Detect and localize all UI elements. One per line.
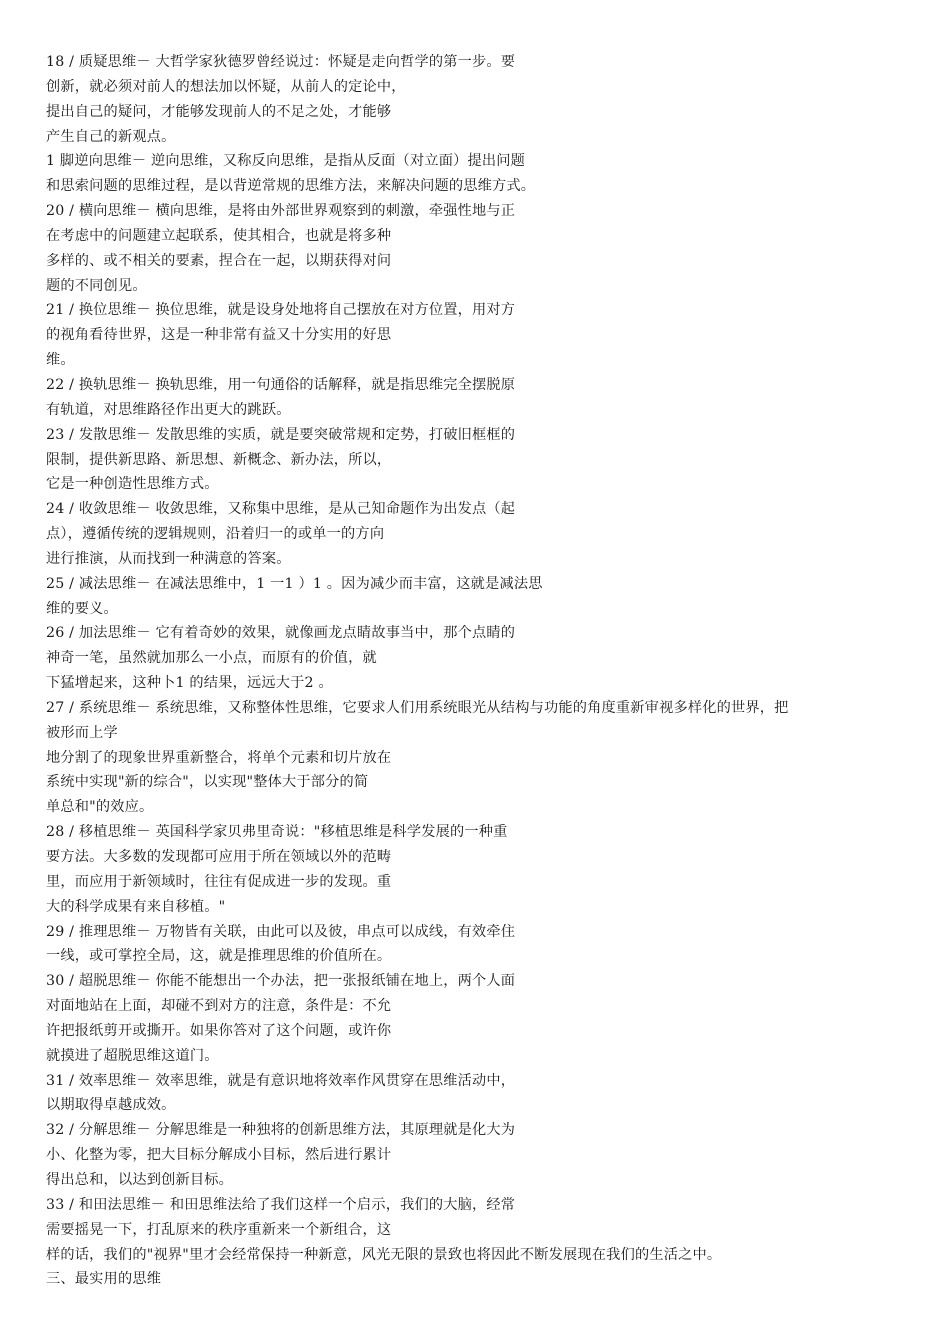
- text-line: 它是一种创造性思维方式。: [46, 476, 219, 493]
- text-line: 22 / 换轨思维－ 换轨思维，用一句通俗的话解释，就是指思维完全摆脱原: [46, 376, 516, 393]
- text-line: 许把报纸剪开或撕开。如果你答对了这个问题，或许你: [46, 1022, 392, 1039]
- text-line: 30 / 超脱思维－ 你能不能想出一个办法，把一张报纸铺在地上，两个人面: [46, 973, 516, 990]
- text-line: 点），遵循传统的逻辑规则，沿着归一的或单一的方向: [46, 526, 385, 543]
- text-line: 29 / 推理思维－ 万物皆有关联，由此可以及彼，串点可以成线，有效牵住: [46, 923, 516, 940]
- text-line: 24 / 收敛思维－ 收敛思维，又称集中思维，是从己知命题作为出发点（起: [46, 501, 516, 518]
- text-line: 系统中实现"新的综合"，以实现"整体大于部分的简: [46, 774, 369, 791]
- text-line: 下猛增起来，这种卜1 的结果，远远大于2 。: [46, 675, 333, 692]
- document-body: [46, 50, 926, 1292]
- text-line: 就摸进了超脱思维这道门。: [46, 1047, 219, 1064]
- text-line: 和思索问题的思维过程，是以背逆常规的思维方法，来解决问题的思维方式。: [46, 178, 536, 195]
- text-line: 题的不同创见。: [46, 277, 147, 294]
- text-line: 被形而上学: [46, 724, 118, 741]
- text-line: 以期取得卓越成效。: [46, 1097, 176, 1114]
- text-line: 地分割了的现象世界重新整合，将单个元素和切片放在: [46, 749, 392, 766]
- text-line: 在考虑中的问题建立起联系，使其相合，也就是将多种: [46, 227, 392, 244]
- text-line: 产生自己的新观点。: [46, 128, 176, 145]
- text-line: 21 / 换位思维－ 换位思维，就是设身处地将自己摆放在对方位置，用对方: [46, 302, 516, 319]
- text-line: 一线，或可掌控全局，这，就是推理思维的价值所在。: [46, 948, 392, 965]
- text-line: 样的话，我们的"视界"里才会经常保持一种新意，风光无限的景致也将因此不断发展现在我们的生活之中。: [46, 1246, 722, 1263]
- text-line: 26 / 加法思维－ 它有着奇妙的效果，就像画龙点睛故事当中，那个点睛的: [46, 625, 516, 642]
- text-line: 需要摇晃一下，打乱原来的秩序重新来一个新组合，这: [46, 1221, 392, 1238]
- text-line: 得出总和，以达到创新目标。: [46, 1171, 234, 1188]
- text-line: 有轨道，对思维路径作出更大的跳跃。: [46, 401, 291, 418]
- text-line: 进行推演，从而找到一种满意的答案。: [46, 550, 291, 567]
- text-line: 创新，就必须对前人的想法加以怀疑，从前人的定论中，: [46, 78, 406, 95]
- text-line: 要方法。大多数的发现都可应用于所在领域以外的范畴: [46, 849, 392, 865]
- text-line: 23 / 发散思维－ 发散思维的实质，就是要突破常规和定势，打破旧框框的: [46, 426, 516, 443]
- text-line: 维。: [46, 352, 75, 369]
- text-line: 32 / 分解思维－ 分解思维是一种独将的创新思维方法，其原理就是化大为: [46, 1122, 516, 1139]
- text-line: 维的要义。: [46, 600, 118, 617]
- text-line: 31 / 效率思维－ 效率思维，就是有意识地将效率作风贯穿在思维活动中，: [46, 1072, 516, 1089]
- text-line: 1 脚逆向思维－ 逆向思维，又称反向思维，是指从反面（对立面）提出问题: [46, 153, 526, 170]
- text-line: 限制，提供新思路、新思想、新概念、新办法，所以，: [46, 451, 392, 468]
- text-line: 提出自己的疑问，才能够发现前人的不足之处，才能够: [46, 103, 392, 120]
- text-line: 单总和"的效应。: [46, 799, 154, 816]
- text-line: 里，而应用于新领域时，往往有促成进一步的发现。重: [46, 873, 392, 890]
- text-line: 多样的、或不相关的要素，捏合在一起，以期获得对问: [46, 252, 392, 269]
- text-line: 28 / 移植思维－ 英国科学家贝弗里奇说："移植思维是科学发展的一种重: [46, 824, 508, 841]
- text-line: 小、化整为零，把大目标分解成小目标，然后进行累计: [46, 1147, 392, 1164]
- text-line: 18 / 质疑思维－ 大哲学家狄德罗曾经说过：怀疑是走向哲学的第一步。要: [46, 54, 516, 70]
- text-line: 33 / 和田法思维－ 和田思维法给了我们这样一个启示，我们的大脑，经常: [46, 1196, 516, 1213]
- text-line: 27 / 系统思维－ 系统思维，又称整体性思维，它要求人们用系统眼光从结构与功能的角度重新审视多样化的世界，把: [46, 699, 789, 716]
- text-line: 神奇一笔，虽然就加那么一小点，而原有的价值，就: [46, 650, 377, 667]
- text-line: 三、最实用的思维: [46, 1271, 162, 1288]
- text-line: 25 / 减法思维－ 在减法思维中，1 一1 ）1 。因为减少而丰富，这就是减法思: [46, 575, 543, 592]
- text-line: 大的科学成果有来自移植。": [46, 898, 226, 915]
- text-line: 对面地站在上面，却碰不到对方的注意，条件是：不允: [46, 998, 392, 1015]
- text-line: 20 / 横向思维－ 横向思维，是将由外部世界观察到的刺激，牵强性地与正: [46, 203, 516, 220]
- text-line: 的视角看待世界，这是一种非常有益又十分实用的好思: [46, 327, 392, 344]
